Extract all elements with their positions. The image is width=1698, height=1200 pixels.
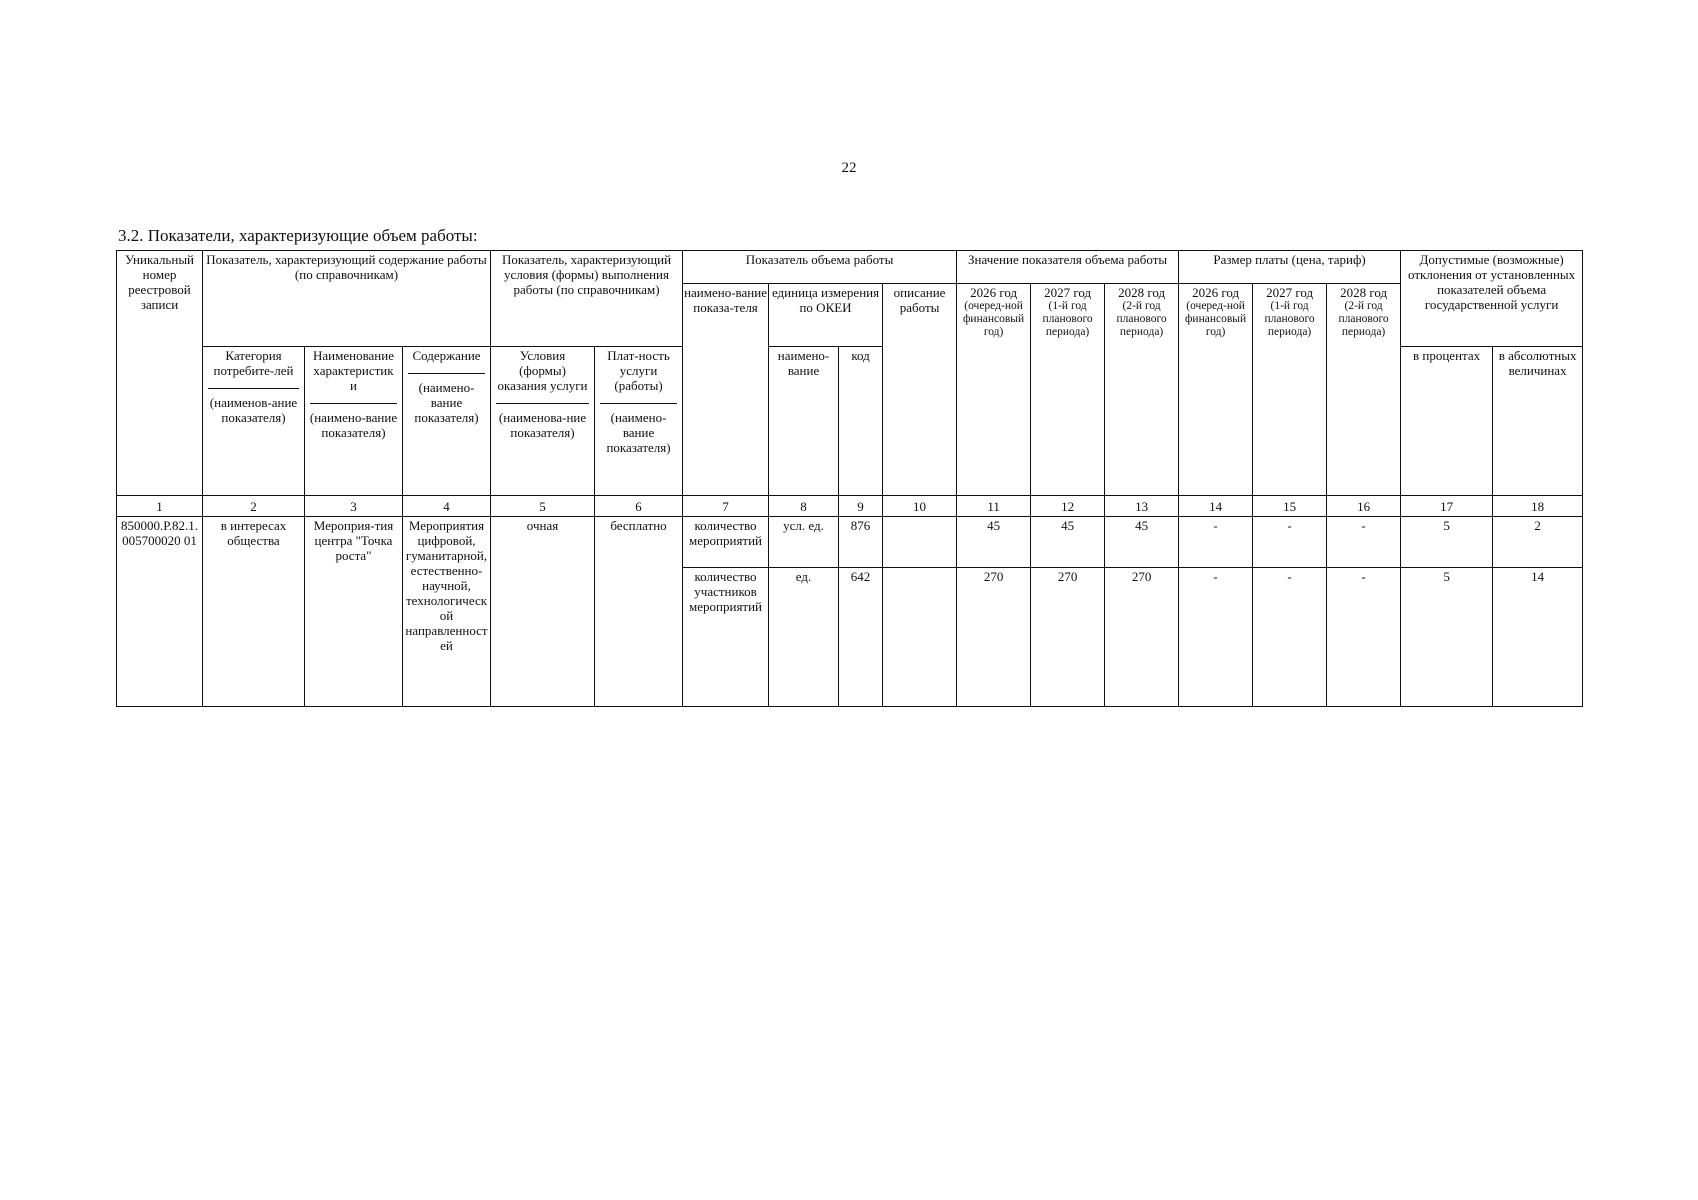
header-content: [403, 347, 491, 496]
header-year-2028: [1105, 284, 1179, 496]
row-description: [883, 568, 957, 707]
characteristic-indicator-name: (наимено-вание показателя): [309, 410, 398, 440]
row-deviation-percent: 5: [1401, 517, 1493, 568]
column-number: 17: [1401, 496, 1493, 517]
row-fee-2027: -: [1253, 517, 1327, 568]
column-number: 15: [1253, 496, 1327, 517]
row-value-2028: 270: [1105, 568, 1179, 707]
row-unit-code: 642: [839, 568, 883, 707]
year-2028-note: (2-й год планового периода): [1116, 300, 1167, 338]
year-2027-note: (1-й год планового периода): [1042, 300, 1093, 338]
record-characteristic: Мероприя-тия центра "Точка роста": [305, 517, 403, 707]
fee-2026-note: (очеред-ной финансовый год): [1184, 300, 1247, 338]
column-number: 16: [1327, 496, 1401, 517]
row-deviation-percent: 5: [1401, 568, 1493, 707]
record-unique-number: 850000.Р.82.1.005700020 01: [117, 517, 203, 707]
record-content: Мероприятия цифровой, гуманитарной, естественно-научной, технологической направленностей: [403, 517, 491, 707]
header-description: описание работы: [883, 284, 957, 496]
record-paid: бесплатно: [595, 517, 683, 707]
page-number: 22: [841, 160, 857, 176]
row-deviation-absolute: 2: [1493, 517, 1583, 568]
header-service-conditions: [491, 347, 595, 496]
row-fee-2026: -: [1179, 517, 1253, 568]
table-row: [117, 517, 1583, 568]
fee-2028-note: (2-й год планового периода): [1338, 300, 1389, 338]
header-paid: [595, 347, 683, 496]
row-fee-2028: -: [1327, 517, 1401, 568]
header-deviations: Допустимые (возможные) отклонения от установленных показателей объема государственной услуги: [1401, 251, 1583, 347]
column-number: 11: [957, 496, 1031, 517]
category-label: Категория потребите-лей: [208, 348, 299, 389]
row-value-2028: 45: [1105, 517, 1179, 568]
column-number: 5: [491, 496, 595, 517]
header-year-2027: [1031, 284, 1105, 496]
header-fee-2027: [1253, 284, 1327, 496]
header-in-absolute: в абсолютных величинах: [1493, 347, 1583, 496]
row-unit-code: 876: [839, 517, 883, 568]
row-description: [883, 517, 957, 568]
column-number: 14: [1179, 496, 1253, 517]
row-fee-2026: -: [1179, 568, 1253, 707]
header-unique-number: Уникальный номер реестровой записи: [117, 251, 203, 496]
header-volume-indicator: Показатель объема работы: [683, 251, 957, 284]
content-label: Содержание: [408, 348, 485, 374]
row-indicator-name: количество участников мероприятий: [683, 568, 769, 707]
column-numbers-row: [117, 496, 1583, 517]
paid-indicator-name: (наимено-вание показателя): [606, 410, 671, 455]
row-value-2027: 270: [1031, 568, 1105, 707]
header-conditions-indicator: Показатель, характеризующий условия (формы) выполнения работы (по справочникам): [491, 251, 683, 347]
column-number: 9: [839, 496, 883, 517]
row-deviation-absolute: 14: [1493, 568, 1583, 707]
record-conditions: очная: [491, 517, 595, 707]
section-title: 3.2. Показатели, характеризующие объем работы:: [118, 226, 478, 245]
header-year-2026: [957, 284, 1031, 496]
header-indicator-name: наимено-вание показа-теля: [683, 284, 769, 496]
fee-2027-label: 2027 год: [1266, 285, 1314, 300]
category-indicator-name: (наименов-ание показателя): [209, 395, 298, 425]
row-value-2027: 45: [1031, 517, 1105, 568]
column-number: 13: [1105, 496, 1179, 517]
header-fee-size: Размер платы (цена, тариф): [1179, 251, 1401, 284]
column-number: 18: [1493, 496, 1583, 517]
header-volume-value: Значение показателя объема работы: [957, 251, 1179, 284]
year-2027-label: 2027 год: [1044, 285, 1092, 300]
fee-2026-label: 2026 год: [1192, 285, 1240, 300]
fee-2027-note: (1-й год планового периода): [1264, 300, 1315, 338]
header-category: [203, 347, 305, 496]
row-fee-2028: -: [1327, 568, 1401, 707]
column-number: 6: [595, 496, 683, 517]
service-conditions-indicator-name: (наименова-ние показателя): [498, 410, 587, 440]
record-category: в интересах общества: [203, 517, 305, 707]
row-value-2026: 270: [957, 568, 1031, 707]
row-unit-name: ед.: [769, 568, 839, 707]
column-number: 8: [769, 496, 839, 517]
header-unit-code: код: [839, 347, 883, 496]
header-unit: единица измерения по ОКЕИ: [769, 284, 883, 347]
header-fee-2028: [1327, 284, 1401, 496]
year-2026-note: (очеред-ной финансовый год): [962, 300, 1025, 338]
characteristic-label: Наименование характеристики: [310, 348, 397, 404]
column-number: 7: [683, 496, 769, 517]
header-in-percent: в процентах: [1401, 347, 1493, 496]
column-number: 2: [203, 496, 305, 517]
volume-indicators-table: [116, 250, 1583, 707]
row-indicator-name: количество мероприятий: [683, 517, 769, 568]
header-content-indicator: Показатель, характеризующий содержание работы (по справочникам): [203, 251, 491, 347]
column-number: 1: [117, 496, 203, 517]
fee-2028-label: 2028 год: [1340, 285, 1388, 300]
column-number: 4: [403, 496, 491, 517]
service-conditions-label: Условия (формы) оказания услуги: [496, 348, 589, 404]
row-fee-2027: -: [1253, 568, 1327, 707]
year-2026-label: 2026 год: [970, 285, 1018, 300]
header-unit-name: наимено-вание: [769, 347, 839, 496]
column-number: 3: [305, 496, 403, 517]
paid-label: Плат-ность услуги (работы): [600, 348, 677, 404]
content-indicator-name: (наимено-вание показателя): [414, 380, 479, 425]
row-value-2026: 45: [957, 517, 1031, 568]
column-number: 10: [883, 496, 957, 517]
header-characteristic: [305, 347, 403, 496]
year-2028-label: 2028 год: [1118, 285, 1166, 300]
header-fee-2026: [1179, 284, 1253, 496]
row-unit-name: усл. ед.: [769, 517, 839, 568]
column-number: 12: [1031, 496, 1105, 517]
